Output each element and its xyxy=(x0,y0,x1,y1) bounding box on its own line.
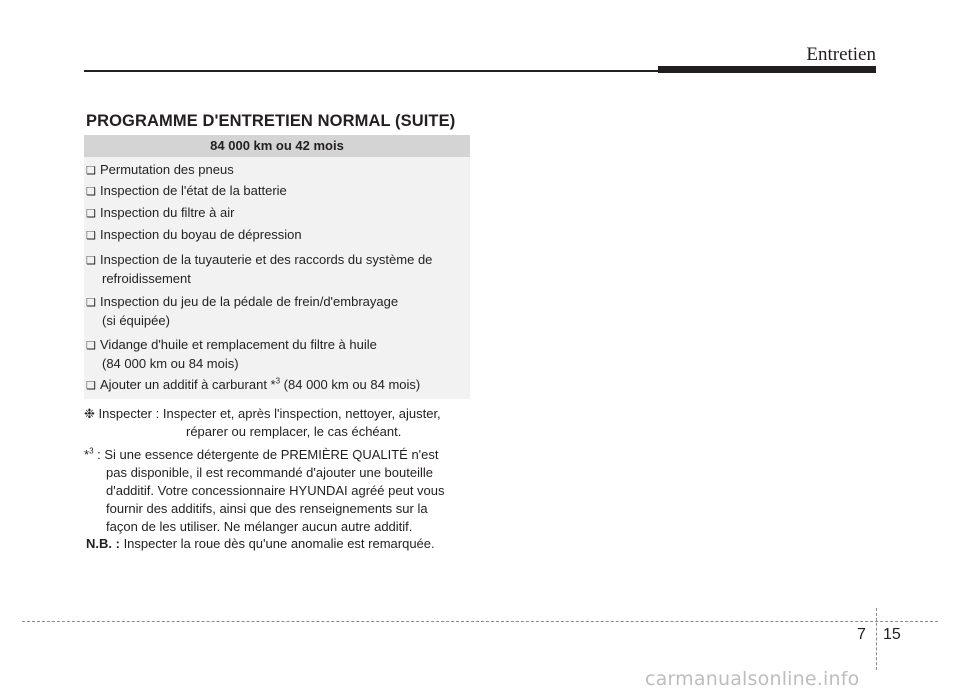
checkbox-icon: ❑ xyxy=(86,255,96,267)
nb-note xyxy=(86,535,468,553)
footnote-ref: 3 xyxy=(275,376,281,386)
maintenance-box xyxy=(84,135,470,399)
inspect-symbol-icon: ❉ xyxy=(84,406,95,421)
section-title: Entretien xyxy=(806,44,876,65)
footnote-line xyxy=(84,446,468,464)
item-text-continued: (84 000 km ou 84 mois) xyxy=(102,356,239,371)
checklist-item xyxy=(86,204,466,223)
header-rule-thick xyxy=(658,66,876,73)
checklist-item xyxy=(86,161,466,180)
checkbox-icon: ❑ xyxy=(86,340,96,352)
checklist-item xyxy=(86,251,466,288)
item-text-continued: (si équipée) xyxy=(102,313,170,328)
item-text-suffix: (84 000 km ou 84 mois) xyxy=(280,377,421,392)
checkbox-icon: ❑ xyxy=(86,208,96,220)
checklist-item xyxy=(86,182,466,201)
footer-page-divider xyxy=(876,608,877,670)
item-text: Vidange d'huile et remplacement du filtre à huile xyxy=(100,337,377,352)
checkbox-icon: ❑ xyxy=(86,380,96,392)
inspect-note xyxy=(84,405,468,423)
inspect-text-continued: réparer ou remplacer, le cas échéant. xyxy=(186,424,402,439)
footnote-line: fournir des additifs, ainsi que des renseignements sur la xyxy=(106,501,428,516)
item-text: Permutation des pneus xyxy=(100,162,234,177)
checkbox-icon: ❑ xyxy=(86,230,96,242)
checklist-item xyxy=(86,293,466,330)
nb-text: Inspecter la roue dès qu'une anomalie est remarquée. xyxy=(119,536,435,551)
checklist-item xyxy=(86,336,466,373)
footnote-sup: 3 xyxy=(89,446,94,456)
item-text: Inspection du boyau de dépression xyxy=(100,227,302,242)
nb-label: N.B. : xyxy=(86,536,120,551)
footnote-marker: * xyxy=(84,447,90,462)
item-text-continued: refroidissement xyxy=(102,271,191,286)
chapter-number: 7 xyxy=(857,626,866,643)
checklist-item xyxy=(86,226,466,245)
checkbox-icon: ❑ xyxy=(86,186,96,198)
footnote-line: façon de les utiliser. Ne mélanger aucun autre additif. xyxy=(106,519,413,534)
page-heading: PROGRAMME D'ENTRETIEN NORMAL (SUITE) xyxy=(86,112,456,130)
footer-dashed-rule xyxy=(22,621,938,622)
checkbox-icon: ❑ xyxy=(86,297,96,309)
inspect-label: Inspecter : xyxy=(98,406,160,421)
watermark: carmanualsonline.info xyxy=(645,668,860,690)
header-rule-thin xyxy=(84,70,660,72)
interval-header: 84 000 km ou 42 mois xyxy=(84,135,470,157)
footnote-line: pas disponible, il est recommandé d'ajouter une bouteille xyxy=(106,465,433,480)
checkbox-icon: ❑ xyxy=(86,165,96,177)
item-text: Inspection du filtre à air xyxy=(100,205,235,220)
item-text: Ajouter un additif à carburant * xyxy=(100,377,276,392)
item-text: Inspection de l'état de la batterie xyxy=(100,183,287,198)
inspect-text: Inspecter et, après l'inspection, nettoyer, ajuster, xyxy=(162,406,441,421)
footnote-text: : Si une essence détergente de PREMIÈRE QUALITÉ n'est xyxy=(93,447,439,462)
item-text: Inspection du jeu de la pédale de frein/d'embrayage xyxy=(100,294,399,309)
checklist-item xyxy=(86,376,466,395)
footnote-line: d'additif. Votre concessionnaire HYUNDAI agréé peut vous xyxy=(106,483,445,498)
item-text: Inspection de la tuyauterie et des raccords du système de xyxy=(100,252,433,267)
page-number: 15 xyxy=(883,626,901,643)
